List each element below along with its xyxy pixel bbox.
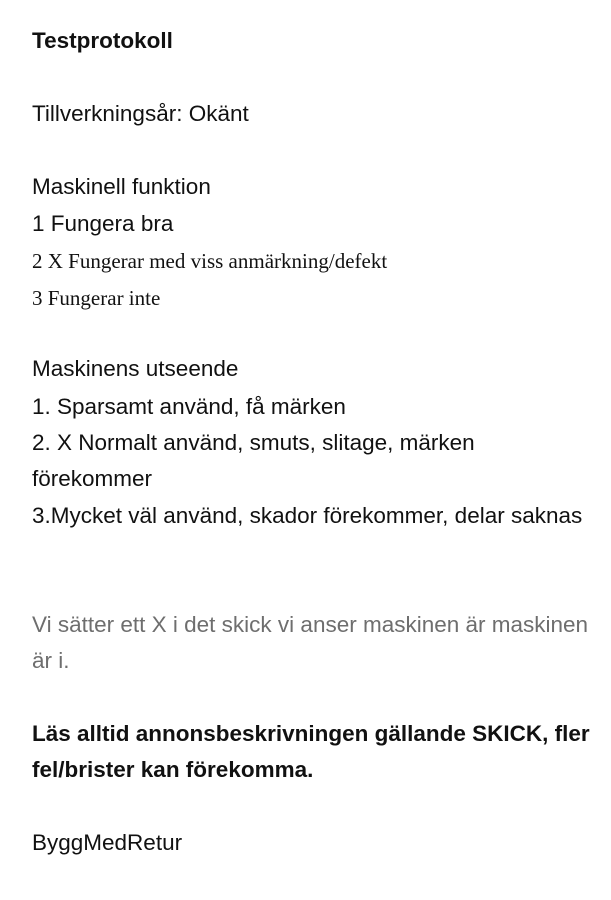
manufacturing-year: Tillverkningsår: Okänt	[32, 101, 249, 126]
mechanical-function-item-1: 1 Fungera bra	[32, 211, 174, 236]
appearance-item-1: 1. Sparsamt använd, få märken	[32, 394, 346, 419]
appearance-item-2: 2. X Normalt använd, smuts, slitage, märken förekommer	[32, 430, 475, 491]
document-title: Testprotokoll	[32, 28, 173, 53]
appearance-item-3: 3.Mycket väl använd, skador förekommer, delar saknas	[32, 503, 583, 528]
grading-note: Vi sätter ett X i det skick vi anser maskinen är maskinen är i.	[32, 612, 589, 673]
appearance-heading: Maskinens utseende	[32, 356, 239, 381]
company-signature: ByggMedRetur	[32, 830, 183, 855]
mechanical-function-item-3: 3 Fungerar inte	[32, 286, 161, 310]
condition-warning: Läs alltid annonsbeskrivningen gällande SKICK, fler fel/brister kan förekomma.	[32, 721, 590, 782]
mechanical-function-heading: Maskinell funktion	[32, 174, 211, 199]
mechanical-function-item-2: 2 X Fungerar med viss anmärkning/defekt	[32, 249, 388, 273]
